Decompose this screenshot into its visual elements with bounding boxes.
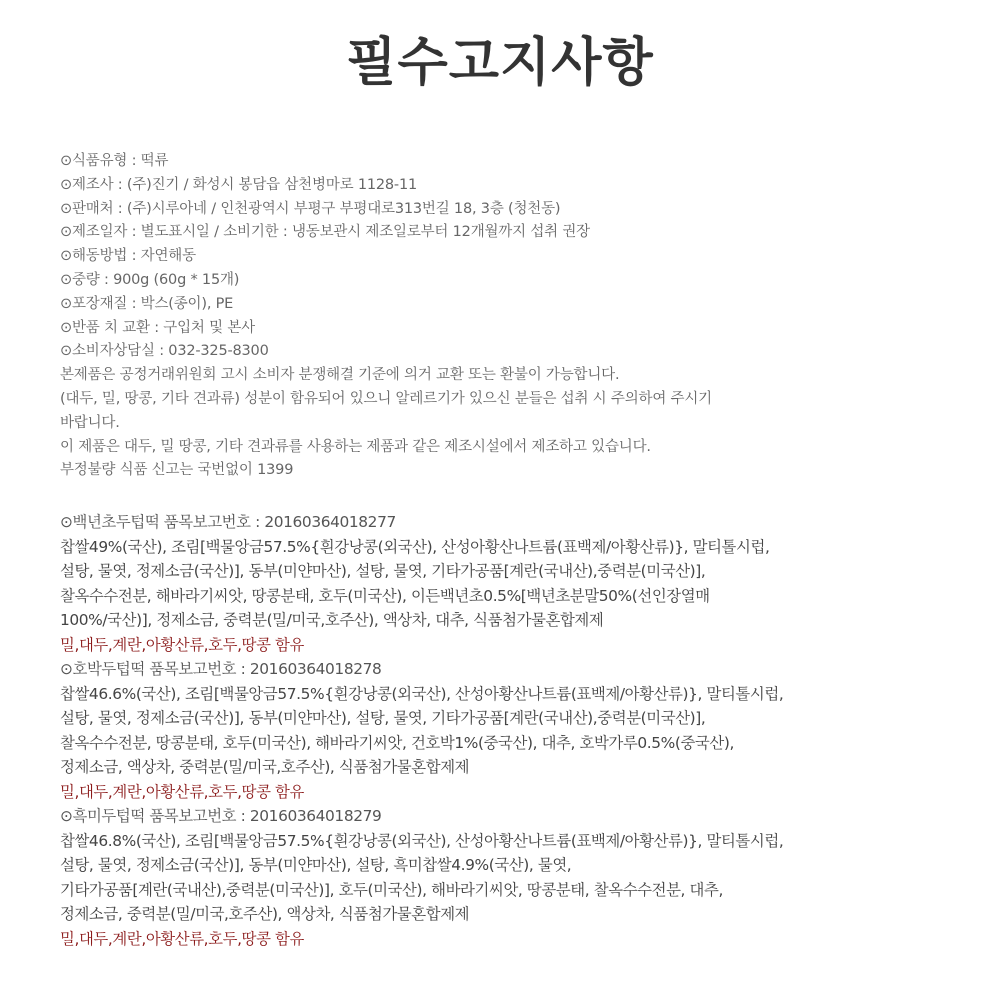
product-ingredients-line: 설탕, 물엿, 정제소금(국산)], 동부(미얀마산), 설탕, 물엿, 기타가공품[계란(국내산),중력분(미국산)],	[60, 562, 706, 580]
info-packaging: ⊙포장재질 : 박스(종이), PE	[60, 295, 234, 312]
info-food-type: ⊙식품유형 : 떡류	[60, 153, 169, 169]
product-section	[60, 804, 960, 951]
info-allergy-notice-cont: 바랍니다.	[60, 414, 120, 431]
info-consumer-center: ⊙소비자상담실 : 032-325-8300	[60, 343, 269, 360]
product-allergens: 밀,대두,계란,아황산류,호두,땅콩 함유	[60, 782, 304, 801]
product-header: ⊙흑미두텁떡 품목보고번호 : 20160364018279	[60, 807, 382, 825]
product-section	[60, 510, 960, 657]
info-allergy-notice: (대두, 밀, 땅콩, 기타 견과류) 성분이 함유되어 있으니 알레르기가 있으신 분들은 섭취 시 주의하여 주시기	[60, 390, 712, 407]
product-header: ⊙백년초두텁떡 품목보고번호 : 20160364018277	[60, 513, 396, 531]
info-manufacturer: ⊙제조사 : (주)진기 / 화성시 봉담읍 삼천병마로 1128-11	[60, 176, 417, 193]
product-ingredients-line: 찹쌀46.8%(국산), 조림[백물앙금57.5%{흰강낭콩(외국산), 산성아황산나트륨(표백제/아황산류)}, 말티톨시럽,	[60, 831, 784, 850]
products-block	[60, 510, 960, 951]
product-ingredients-line: 찰옥수수전분, 해바라기씨앗, 땅콩분태, 호두(미국산), 이든백년초0.5%[백년초분말50%(선인장열매	[60, 586, 710, 605]
info-report-notice: 부정불량 식품 신고는 국번없이 1399	[60, 462, 294, 479]
info-thawing-method: ⊙해동방법 : 자연해동	[60, 248, 196, 265]
product-ingredients-line: 찹쌀46.6%(국산), 조림[백물앙금57.5%{흰강낭콩(외국산), 산성아황산나트륨(표백제/아황산류)}, 말티톨시럽,	[60, 684, 784, 703]
product-ingredients-line: 100%/국산)], 정제소금, 중력분(밀/미국,호주산), 액상차, 대추, 식품첨가물혼합제제	[60, 611, 604, 629]
product-ingredients-line: 기타가공품[계란(국내산),중력분(미국산)], 호두(미국산), 해바라기씨앗, 땅콩분태, 찰옥수수전분, 대추,	[60, 880, 723, 899]
info-seller: ⊙판매처 : (주)시루아네 / 인천광역시 부평구 부평대로313번길 18, 3층 (청천동)	[60, 200, 561, 217]
product-allergens: 밀,대두,계란,아황산류,호두,땅콩 함유	[60, 635, 304, 654]
product-ingredients-line: 정제소금, 액상차, 중력분(밀/미국,호주산), 식품첨가물혼합제제	[60, 758, 470, 776]
info-refund-notice: 본제품은 공정거래위원회 고시 소비자 분쟁해결 기준에 의거 교환 또는 환불이 가능합니다.	[60, 367, 620, 384]
product-ingredients-line: 설탕, 물엿, 정제소금(국산)], 동부(미얀마산), 설탕, 흑미찹쌀4.9%(국산), 물엿,	[60, 856, 572, 874]
product-allergens: 밀,대두,계란,아황산류,호두,땅콩 함유	[60, 929, 304, 948]
product-ingredients-line: 정제소금, 중력분(밀/미국,호주산), 액상차, 식품첨가물혼합제제	[60, 905, 470, 923]
info-production-date: ⊙제조일자 : 별도표시일 / 소비기한 : 냉동보관시 제조일로부터 12개월까지 섭취 권장	[60, 224, 590, 241]
notice-info-block	[60, 150, 960, 483]
product-ingredients-line: 찹쌀49%(국산), 조림[백물앙금57.5%{흰강낭콩(외국산), 산성아황산나트륨(표백제/아황산류)}, 말티톨시럽,	[60, 537, 770, 556]
product-section	[60, 657, 960, 804]
info-facility-notice: 이 제품은 대두, 밀 땅콩, 기타 견과류를 사용하는 제품과 같은 제조시설에서 제조하고 있습니다.	[60, 438, 651, 455]
page-title: 필수고지사항	[346, 33, 654, 93]
product-header: ⊙호박두텁떡 품목보고번호 : 20160364018278	[60, 660, 382, 678]
info-returns: ⊙반품 치 교환 : 구입처 및 본사	[60, 319, 255, 336]
product-ingredients-line: 설탕, 물엿, 정제소금(국산)], 동부(미얀마산), 설탕, 물엿, 기타가공품[계란(국내산),중력분(미국산)],	[60, 709, 706, 727]
info-weight: ⊙중량 : 900g (60g * 15개)	[60, 271, 240, 288]
product-ingredients-line: 찰옥수수전분, 땅콩분태, 호두(미국산), 해바라기씨앗, 건호박1%(중국산), 대추, 호박가루0.5%(중국산),	[60, 733, 734, 752]
